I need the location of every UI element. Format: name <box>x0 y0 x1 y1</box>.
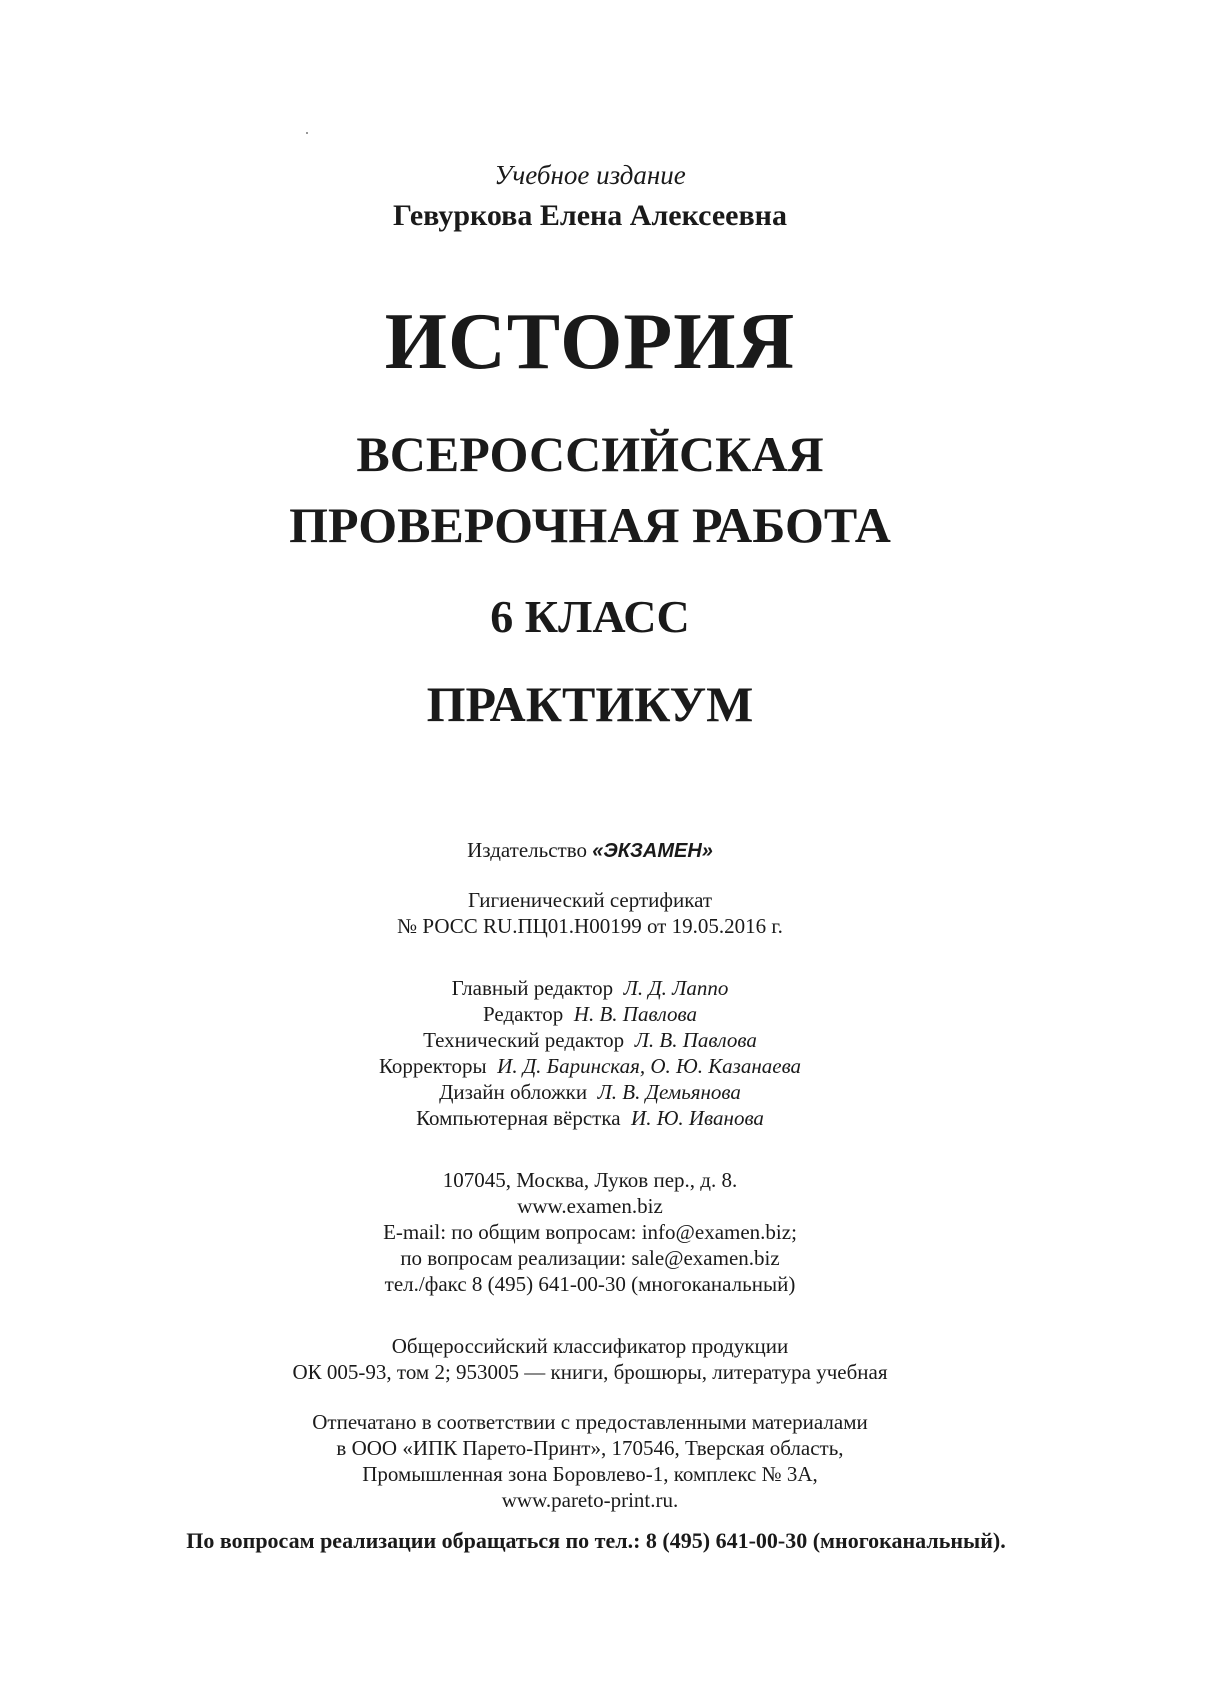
publisher-email-general: E-mail: по общим вопросам: info@examen.biz; <box>383 1220 797 1244</box>
credit-proofreaders <box>0 1054 1194 1079</box>
credit-chief-editor <box>0 976 1194 1001</box>
credit-layout <box>0 1106 1194 1131</box>
credit-cover-design <box>0 1080 1194 1105</box>
book-title: ИСТОРИЯ <box>384 298 796 386</box>
publisher-website: www.examen.biz <box>517 1194 663 1218</box>
author-name: Гевуркова Елена Алексеевна <box>393 199 787 232</box>
classifier-title: Общероссийский классификатор продукции <box>391 1334 789 1358</box>
publisher-line <box>0 838 1194 863</box>
credit-role: Дизайн обложки <box>439 1080 588 1104</box>
credit-tech-editor <box>0 1028 1194 1053</box>
publisher-email-sales: по вопросам реализации: sale@examen.biz <box>400 1246 780 1270</box>
publisher-address: 107045, Москва, Луков пер., д. 8. <box>442 1168 738 1192</box>
certificate-title: Гигиенический сертификат <box>467 888 713 912</box>
publisher-name: «ЭКЗАМЕН» <box>592 840 713 862</box>
classifier-code: ОК 005-93, том 2; 953005 — книги, брошюры, литература учебная <box>292 1360 888 1384</box>
printing-website: www.pareto-print.ru. <box>501 1488 679 1512</box>
subtitle-line-2: ПРОВЕРОЧНАЯ РАБОТА <box>289 497 891 553</box>
credit-role: Технический редактор <box>423 1028 625 1052</box>
printing-line-2: в ООО «ИПК Парето-Принт», 170546, Тверская область, <box>336 1436 844 1460</box>
credit-person: И. Д. Баринская, О. Ю. Казанаева <box>497 1054 802 1078</box>
credit-person: Л. В. Демьянова <box>597 1080 741 1104</box>
credit-role: Компьютерная вёрстка <box>416 1106 621 1130</box>
practicum-label: ПРАКТИКУМ <box>426 676 754 732</box>
printing-line-3: Промышленная зона Боровлево-1, комплекс № 3А, <box>362 1462 818 1486</box>
credit-person: Л. Д. Лаппо <box>623 976 729 1000</box>
grade-label: 6 КЛАСС <box>490 591 690 642</box>
credit-role: Корректоры <box>378 1054 487 1078</box>
scan-artifact <box>306 132 308 134</box>
credit-person: И. Ю. Иванова <box>631 1106 764 1130</box>
publisher-label: Издательство <box>467 838 587 862</box>
printing-line-1: Отпечатано в соответствии с предоставленными материалами <box>312 1410 868 1434</box>
credit-role: Редактор <box>483 1002 564 1026</box>
credit-person: Н. В. Павлова <box>573 1002 697 1026</box>
credit-person: Л. В. Павлова <box>634 1028 757 1052</box>
credit-role: Главный редактор <box>451 976 614 1000</box>
edition-type: Учебное издание <box>494 160 686 190</box>
publisher-phone: тел./факс 8 (495) 641-00-30 (многоканальный) <box>384 1272 796 1296</box>
sales-contact-note: По вопросам реализации обращаться по тел.: 8 (495) 641-00-30 (многоканальный). <box>186 1528 1006 1553</box>
subtitle-line-1: ВСЕРОССИЙСКАЯ <box>356 426 824 482</box>
certificate-number: № РОСС RU.ПЦ01.Н00199 от 19.05.2016 г. <box>397 914 783 938</box>
credit-editor <box>0 1002 1194 1027</box>
